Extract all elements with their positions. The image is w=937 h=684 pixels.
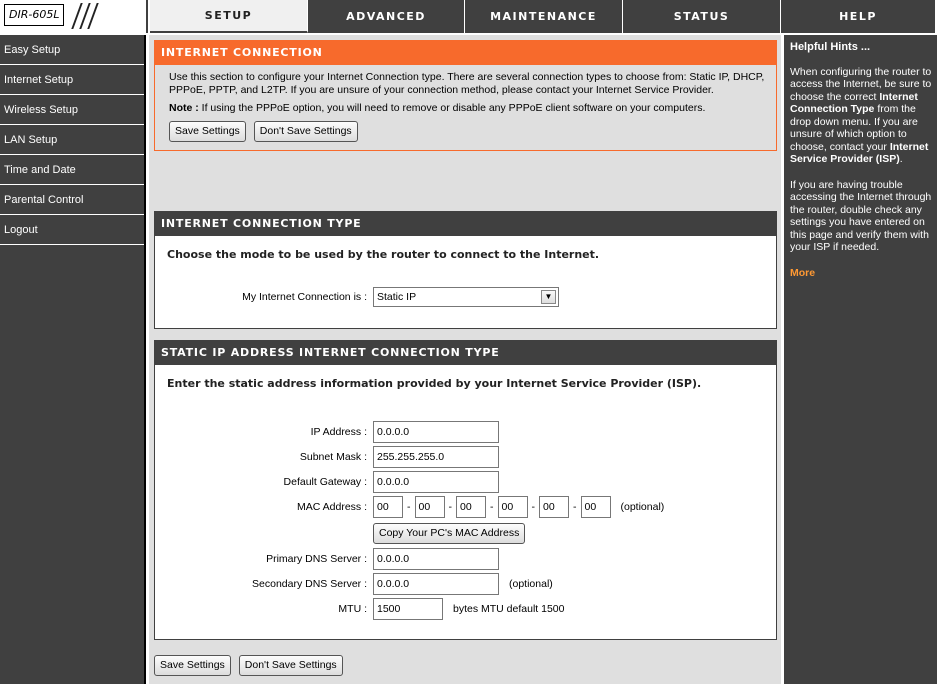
subnet-mask-input[interactable]: 255.255.255.0 <box>373 446 499 468</box>
model-label: DIR-605L <box>4 4 64 26</box>
sidebar-item-logout[interactable]: Logout <box>0 215 144 245</box>
mode-label: My Internet Connection is : <box>242 291 367 303</box>
mac-octet-input[interactable]: 00 <box>456 496 486 518</box>
chevron-down-icon[interactable]: ▼ <box>541 290 556 304</box>
sidebar-item-easy-setup[interactable]: Easy Setup <box>0 35 144 65</box>
mac-address-row <box>155 496 664 518</box>
sidebar-item-wireless-setup[interactable]: Wireless Setup <box>0 95 144 125</box>
help-emphasis: Internet Service Provider (ISP) <box>790 140 929 165</box>
gateway-input[interactable]: 0.0.0.0 <box>373 471 499 493</box>
section-lead: Enter the static address information provided by your Internet Service Provider (ISP). <box>167 377 702 390</box>
mac-octet-input[interactable]: 00 <box>415 496 445 518</box>
save-settings-button[interactable]: Save Settings <box>154 655 231 676</box>
note-paragraph <box>169 102 766 115</box>
gateway-row <box>155 471 499 493</box>
mac-octet-input[interactable]: 00 <box>498 496 528 518</box>
logo <box>0 0 148 33</box>
dont-save-settings-button[interactable]: Don't Save Settings <box>239 655 343 676</box>
mac-octet-input[interactable]: 00 <box>373 496 403 518</box>
intro-text <box>155 65 776 115</box>
tab-help[interactable]: HELP <box>781 0 936 33</box>
intro-paragraph: Use this section to configure your Internet Connection type. There are several connection types to choose from: Static IP, DHCP, PPPoE, PPTP, and L2TP. If you are unsure of your connection method, please contact your Internet Service Provider. <box>169 71 765 96</box>
mac-octet-input[interactable]: 00 <box>581 496 611 518</box>
connection-type-value: Static IP <box>377 291 417 303</box>
help-text: When configuring the router to access the Internet, be sure to choose the correct <box>790 65 932 103</box>
mtu-row <box>155 598 564 620</box>
dns-optional-label: (optional) <box>509 578 553 590</box>
subnet-mask-row <box>155 446 499 468</box>
ip-address-row <box>155 421 499 443</box>
mac-separator: - <box>531 501 535 513</box>
dont-save-settings-button[interactable]: Don't Save Settings <box>254 121 358 142</box>
help-emphasis: Internet Connection Type <box>790 90 918 115</box>
mode-row <box>155 286 559 308</box>
mtu-input[interactable]: 1500 <box>373 598 443 620</box>
section-lead: Choose the mode to be used by the router to connect to the Internet. <box>167 248 600 261</box>
main-content <box>149 35 781 684</box>
internet-connection-section <box>154 40 777 151</box>
mac-separator: - <box>573 501 577 513</box>
tab-setup[interactable]: SETUP <box>150 0 308 33</box>
connection-type-section <box>154 211 777 329</box>
tab-advanced[interactable]: ADVANCED <box>308 0 465 33</box>
copy-mac-button[interactable]: Copy Your PC's MAC Address <box>373 523 525 544</box>
mtu-default-label: bytes MTU default 1500 <box>453 603 565 615</box>
mac-octet-input[interactable]: 00 <box>539 496 569 518</box>
mac-optional-label: (optional) <box>620 501 665 513</box>
section-title: STATIC IP ADDRESS INTERNET CONNECTION TYPE <box>155 341 776 365</box>
mac-separator: - <box>490 501 494 513</box>
section-title: INTERNET CONNECTION TYPE <box>155 212 776 236</box>
sidebar-item-time-and-date[interactable]: Time and Date <box>0 155 144 185</box>
section-title: INTERNET CONNECTION <box>155 41 776 65</box>
primary-dns-input[interactable]: 0.0.0.0 <box>373 548 499 570</box>
tab-status[interactable]: STATUS <box>623 0 781 33</box>
save-settings-button[interactable]: Save Settings <box>169 121 246 142</box>
mac-address-label: MAC Address : <box>296 501 367 513</box>
primary-dns-label: Primary DNS Server : <box>266 553 367 565</box>
help-panel <box>782 35 937 684</box>
connection-type-select[interactable] <box>373 287 559 307</box>
gateway-label: Default Gateway : <box>283 476 367 488</box>
help-title: Helpful Hints ... <box>790 41 871 53</box>
help-text: . <box>899 153 903 165</box>
sidebar-item-parental-control[interactable]: Parental Control <box>0 185 144 215</box>
sidebar <box>0 35 146 684</box>
mac-separator: - <box>448 501 452 513</box>
ip-address-input[interactable]: 0.0.0.0 <box>373 421 499 443</box>
mac-separator: - <box>407 501 411 513</box>
secondary-dns-row <box>155 573 553 595</box>
help-text: from the drop down menu. If you are unsure of which option to choose, contact your <box>790 103 918 153</box>
copy-mac-row <box>155 522 525 544</box>
primary-dns-row <box>155 548 499 570</box>
top-button-row <box>155 115 776 150</box>
top-bar <box>0 0 937 33</box>
sidebar-item-lan-setup[interactable]: LAN Setup <box>0 125 144 155</box>
help-paragraph <box>790 66 933 166</box>
mtu-label: MTU : <box>338 603 367 615</box>
note-label: Note : <box>169 102 199 114</box>
secondary-dns-label: Secondary DNS Server : <box>252 578 367 590</box>
subnet-mask-label: Subnet Mask : <box>299 451 367 463</box>
secondary-dns-input[interactable]: 0.0.0.0 <box>373 573 499 595</box>
sidebar-item-internet-setup[interactable]: Internet Setup <box>0 65 144 95</box>
main-tabs <box>150 0 936 33</box>
help-paragraph: If you are having trouble accessing the Internet through the router, double check any settings you have entered on this page and verify them with your ISP if needed. <box>790 178 932 253</box>
note-text: If using the PPPoE option, you will need to remove or disable any PPPoE client software on your computers. <box>201 102 706 114</box>
static-ip-section <box>154 340 777 640</box>
tab-maintenance[interactable]: MAINTENANCE <box>465 0 623 33</box>
ip-address-label: IP Address : <box>310 426 367 438</box>
more-link[interactable]: More <box>790 266 816 279</box>
bottom-button-row <box>154 655 343 676</box>
